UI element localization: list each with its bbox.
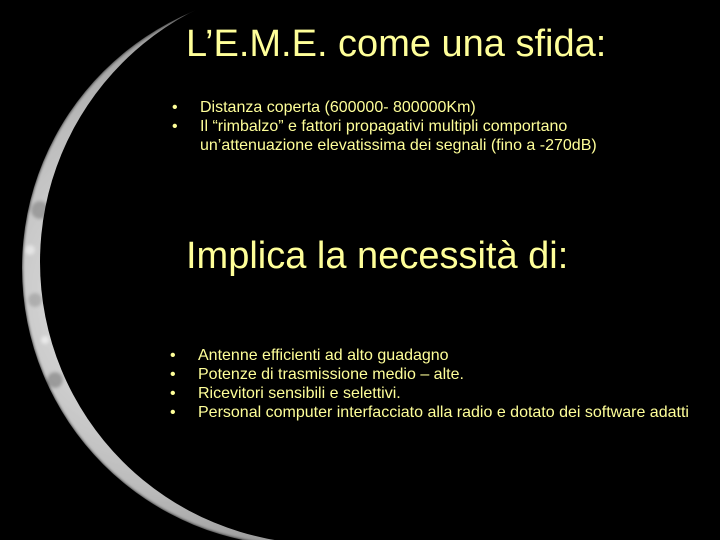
list-item — [170, 384, 690, 403]
list-item — [172, 98, 612, 117]
list-item — [170, 346, 690, 365]
bullet-icon: • — [172, 118, 178, 135]
list-item — [172, 117, 612, 155]
list-item-text: Potenze di trasmissione medio – alte. — [198, 366, 464, 383]
list-item-text: Ricevitori sensibili e selettivi. — [198, 385, 401, 402]
list-item — [170, 365, 690, 384]
list-item-text: Antenne efficienti ad alto guadagno — [198, 347, 449, 364]
bullet-icon: • — [170, 404, 176, 421]
list-item-text: Personal computer interfacciato alla radio e dotato dei software adatti — [198, 404, 689, 421]
slide-title: L’E.M.E. come una sfida: — [186, 23, 607, 65]
intro-bullet-list — [172, 98, 612, 155]
list-item — [170, 403, 690, 422]
bullet-icon: • — [170, 366, 176, 383]
bullet-icon: • — [170, 347, 176, 364]
list-item-text: Il “rimbalzo” e fattori propagativi multipli comportano un’attenuazione elevatissima dei segnali (fino a -270dB) — [200, 118, 597, 154]
bullet-icon: • — [172, 99, 178, 116]
bullet-icon: • — [170, 385, 176, 402]
slide-subtitle: Implica la necessità di: — [186, 235, 569, 277]
requirement-bullet-list — [170, 346, 690, 422]
list-item-text: Distanza coperta (600000- 800000Km) — [200, 99, 476, 116]
